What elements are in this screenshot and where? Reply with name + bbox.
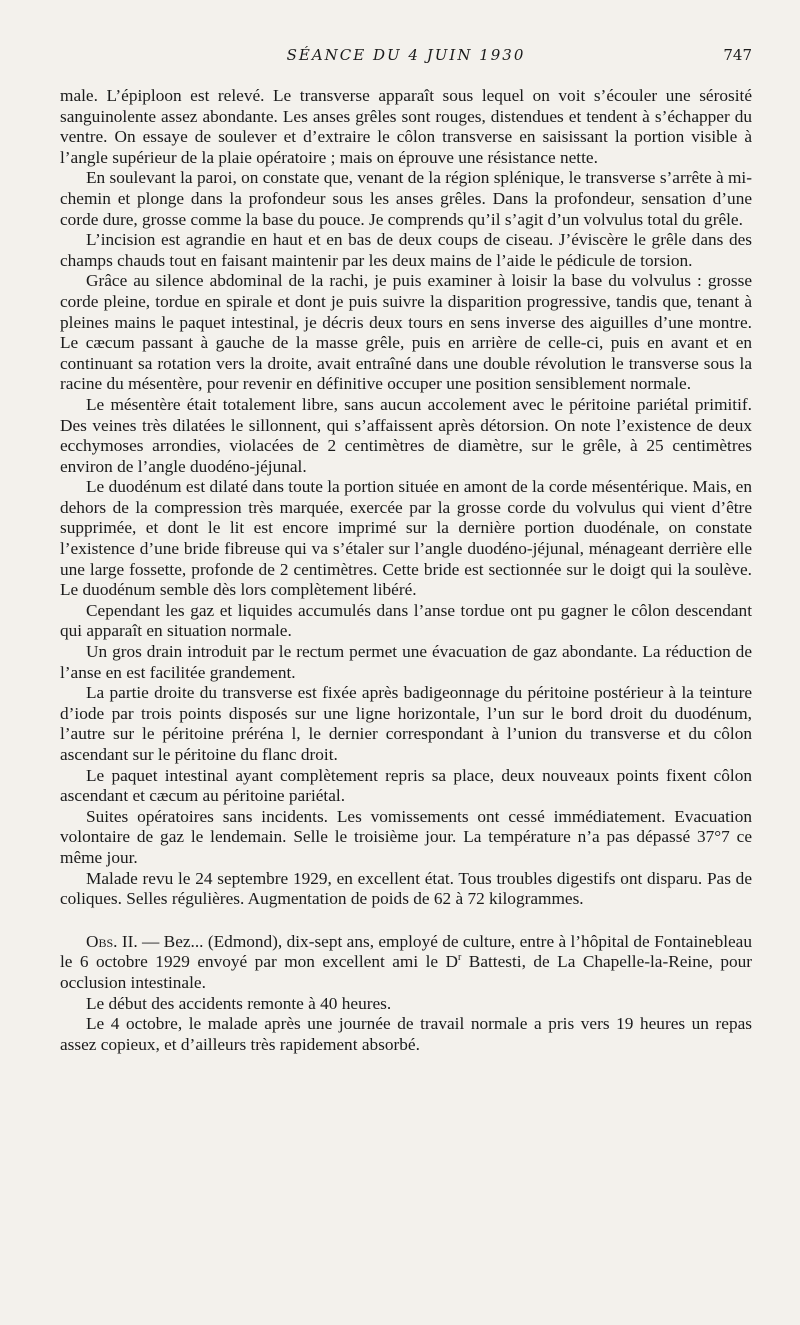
paragraph: Un gros drain introduit par le rectum permet une évacuation de gaz abondante. La réduction de l’anse en est facilitée grandement. bbox=[60, 642, 752, 682]
observation-intro bbox=[60, 932, 752, 994]
paragraph: La partie droite du transverse est fixée après badigeonnage du péritoine postérieur à la teinture d’iode par trois points disposés sur une ligne horizontale, l’un sur le bord droit du duodénum, l’autre sur le péritoine préréna l, le dernier correspondant à l’union du transverse et du côlon ascendant sur le péritoine du flanc droit. bbox=[60, 683, 752, 764]
paragraph: L’incision est agrandie en haut et en bas de deux coups de ciseau. J’éviscère le grêle dans des champs chauds tout en faisant maintenir par les deux mains de l’aide le pédicule de torsion. bbox=[60, 230, 752, 270]
paragraph: Suites opératoires sans incidents. Les vomissements ont cessé immédiatement. Evacuation volontaire de gaz le lendemain. Selle le troisième jour. La température n’a pas dépassé 37°7 ce même jour. bbox=[60, 806, 752, 867]
paragraph: Le paquet intestinal ayant complètement repris sa place, deux nouveaux points fixent côlon ascendant et cæcum au péritoine pariétal. bbox=[60, 765, 752, 806]
section-gap bbox=[60, 910, 752, 932]
observation-label: Obs. II. bbox=[86, 931, 138, 951]
page-number: 747 bbox=[723, 46, 752, 64]
running-title: SÉANCE DU 4 JUIN 1930 bbox=[286, 46, 526, 64]
page-header bbox=[60, 46, 752, 72]
paragraph: Le duodénum est dilaté dans toute la portion située en amont de la corde mésentérique. Mais, en dehors de la compression très marquée, exercée par la grosse corde du volvulus qui vient d’être supprimée, et dont le lit est encore imprimé sur la dernière portion duodénale, on constate l’existence d’une bride fibreuse qui va s’étaler sur l’angle duodéno-jéjunal, ménageant derrière elle une large fossette, profonde de 2 centimètres. Cette bride est sectionnée sur le doigt qui la soulève. Le duodénum semble dès lors complètement libéré. bbox=[60, 477, 752, 600]
observation-text: — Bez... (Edmond), dix-sept ans, employé de culture, entre à l’hôpital de Fontainebleau le 6 octobre 1929 envoyé par mon excellent ami le D bbox=[60, 931, 752, 972]
paragraph: Cependant les gaz et liquides accumulés dans l’anse tordue ont pu gagner le côlon descendant qui apparaît en situation normale. bbox=[60, 600, 752, 641]
observation-text-cont: Battesti, de La Chapelle-la-Reine, pour occlusion intestinale. bbox=[60, 952, 752, 992]
paragraph: Le 4 octobre, le malade après une journée de travail normale a pris vers 19 heures un repas assez copieux, et d’ailleurs très rapidement absorbé. bbox=[60, 1014, 752, 1054]
paragraph: Malade revu le 24 septembre 1929, en excellent état. Tous troubles digestifs ont disparu. Pas de coliques. Selles régulières. Augmentation de poids de 62 à 72 kilogrammes. bbox=[60, 868, 752, 909]
paragraph: male. L’épiploon est relevé. Le transverse apparaît sous lequel on voit s’écouler une sérosité sanguinolente assez abondante. Les anses grêles sont rouges, distendues et tendent à s’échapper du ventre. On essaye de soulever et d’extraire le côlon transverse en saisissant la portion visible à l’angle supérieur de la plaie opératoire ; mais on éprouve une résistance nette. bbox=[60, 86, 752, 167]
paragraph: En soulevant la paroi, on constate que, venant de la région splénique, le transverse s’arrête à mi-chemin et plonge dans la profondeur sous les anses grêles. Dans la profondeur, sensation d’une corde dure, grosse comme la base du pouce. Je comprends qu’il s’agit d’un volvulus total du grêle. bbox=[60, 168, 752, 229]
doctor-superscript: r bbox=[458, 952, 462, 964]
paragraph: Le mésentère était totalement libre, sans aucun accolement avec le péritoine pariétal primitif. Des veines très dilatées le sillonnent, qui s’affaissent après détorsion. On note l’existence de deux ecchymoses arrondies, violacées de 2 centimètres de diamètre, sur le grêle, à 25 centimètres environ de l’angle duodéno-jéjunal. bbox=[60, 394, 752, 476]
paragraph: Grâce au silence abdominal de la rachi, je puis examiner à loisir la base du volvulus : grosse corde pleine, tordue en spirale et dont je puis suivre la disparition progressive, tandis que, tenant à pleines mains le paquet intestinal, je décris deux tours en sens inverse des aiguilles d’une montre. Le cæcum passant à gauche de la masse grêle, puis en arrière de celle-ci, puis en avant et en continuant sa rotation vers la droite, avait entraîné dans une double révolution le transverse sous la racine du mésentère, pour revenir en définitive occuper une position sensiblement normale. bbox=[60, 271, 752, 394]
body-text bbox=[60, 86, 752, 1055]
paragraph: Le début des accidents remonte à 40 heures. bbox=[86, 993, 392, 1013]
